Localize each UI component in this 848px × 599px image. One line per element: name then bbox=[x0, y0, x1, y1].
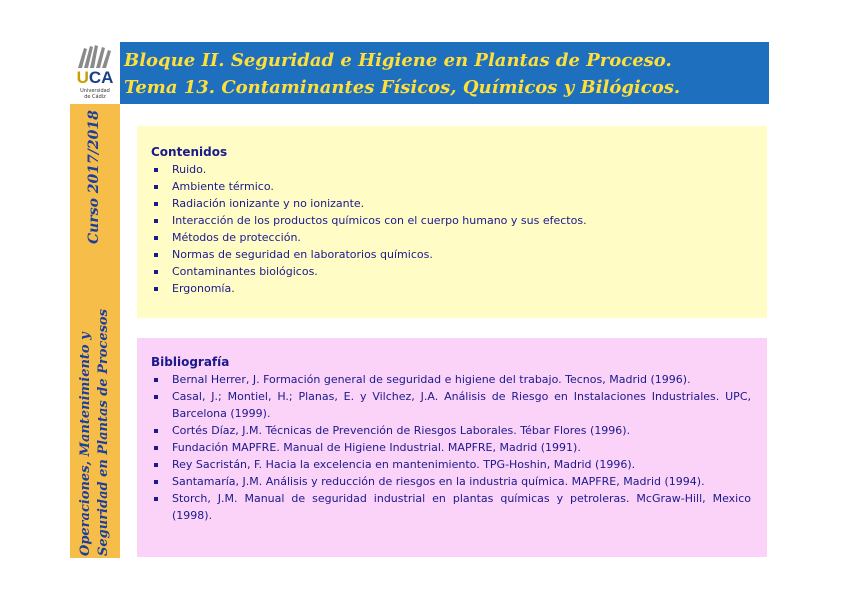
list-item: Fundación MAPFRE. Manual de Higiene Industrial. MAPFRE, Madrid (1991). bbox=[151, 439, 753, 456]
uca-emblem-icon bbox=[74, 44, 116, 70]
university-name: Universidad de Cádiz bbox=[80, 88, 110, 100]
header-block-title: Bloque II. Seguridad e Higiene en Plantas de Proceso. bbox=[124, 50, 672, 71]
list-item: Normas de seguridad en laboratorios químicos. bbox=[151, 246, 753, 263]
list-item: Storch, J.M. Manual de seguridad industrial en plantas químicas y petroleras. McGraw-Hill, Mexico (1998). bbox=[151, 490, 753, 524]
list-item: Ergonomía. bbox=[151, 280, 753, 297]
list-item: Ambiente térmico. bbox=[151, 178, 753, 195]
bibliografia-title: Bibliografía bbox=[151, 355, 230, 369]
list-item: Radiación ionizante y no ionizante. bbox=[151, 195, 753, 212]
list-item: Cortés Díaz, J.M. Técnicas de Prevención de Riesgos Laborales. Tébar Flores (1996). bbox=[151, 422, 753, 439]
contenidos-panel bbox=[137, 126, 767, 318]
slide-header bbox=[120, 42, 769, 104]
bibliografia-list bbox=[151, 371, 753, 524]
list-item: Métodos de protección. bbox=[151, 229, 753, 246]
university-logo bbox=[70, 42, 120, 104]
subject-label-line2: Seguridad en Plantas de Procesos bbox=[96, 309, 111, 556]
list-item: Ruido. bbox=[151, 161, 753, 178]
slide-sidebar bbox=[70, 104, 120, 558]
bibliografia-panel bbox=[137, 338, 767, 557]
list-item: Bernal Herrer, J. Formación general de seguridad e higiene del trabajo. Tecnos, Madrid (1996). bbox=[151, 371, 753, 388]
list-item: Interacción de los productos químicos con el cuerpo humano y sus efectos. bbox=[151, 212, 753, 229]
uca-acronym: UCA bbox=[76, 68, 114, 87]
contenidos-title: Contenidos bbox=[151, 145, 228, 159]
header-topic-title: Tema 13. Contaminantes Físicos, Químicos y Bilógicos. bbox=[124, 77, 681, 98]
list-item: Contaminantes biológicos. bbox=[151, 263, 753, 280]
list-item: Casal, J.; Montiel, H.; Planas, E. y Vilchez, J.A. Análisis de Riesgo en Instalaciones Industriales. UPC, Barcelona (1999). bbox=[151, 388, 753, 422]
list-item: Rey Sacristán, F. Hacia la excelencia en mantenimiento. TPG-Hoshin, Madrid (1996). bbox=[151, 456, 753, 473]
course-label: Curso 2017/2018 bbox=[86, 110, 102, 244]
list-item: Santamaría, J.M. Análisis y reducción de riesgos en la industria química. MAPFRE, Madrid (1994). bbox=[151, 473, 753, 490]
contenidos-list bbox=[151, 161, 753, 297]
subject-label-line1: Operaciones, Mantenimiento y bbox=[78, 332, 93, 556]
